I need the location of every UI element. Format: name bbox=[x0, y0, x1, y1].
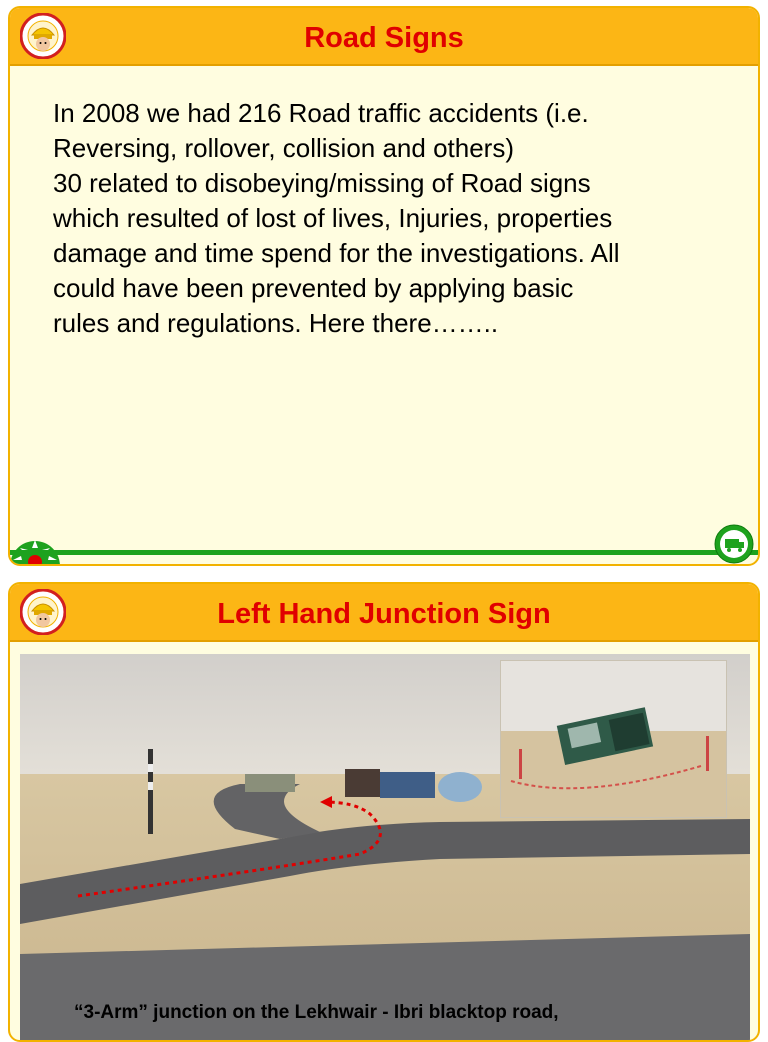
slide-title: Road Signs bbox=[304, 22, 464, 54]
overturned-truck-scene bbox=[501, 661, 726, 817]
junction-photo bbox=[20, 654, 750, 1042]
title-bar bbox=[10, 584, 758, 642]
green-truck-badge-icon bbox=[714, 524, 754, 564]
photo-caption: “3-Arm” junction on the Lekhwair - Ibri blacktop road, bbox=[74, 1002, 559, 1023]
paragraph-line: which resulted of lost of lives, Injuries, properties bbox=[53, 203, 613, 233]
slide-title: Left Hand Junction Sign bbox=[217, 598, 551, 630]
paragraph-line: damage and time spend for the investigations. All bbox=[53, 238, 620, 268]
slide-left-hand-junction bbox=[8, 582, 760, 1042]
half-sun-emblem-icon bbox=[10, 526, 60, 566]
paragraph-line: rules and regulations. Here there…….. bbox=[53, 308, 499, 338]
accident-statistics-text bbox=[53, 96, 743, 341]
paragraph-line: 30 related to disobeying/missing of Road signs bbox=[53, 168, 591, 198]
slide-road-signs bbox=[8, 6, 760, 566]
title-bar bbox=[10, 8, 758, 66]
paragraph-line: Reversing, rollover, collision and others) bbox=[53, 133, 514, 163]
paragraph-line: In 2008 we had 216 Road traffic accidents (i.e. bbox=[53, 98, 589, 128]
footer-divider bbox=[10, 550, 758, 555]
paragraph-line: could have been prevented by applying basic bbox=[53, 273, 574, 303]
rollover-inset-photo bbox=[500, 660, 727, 818]
